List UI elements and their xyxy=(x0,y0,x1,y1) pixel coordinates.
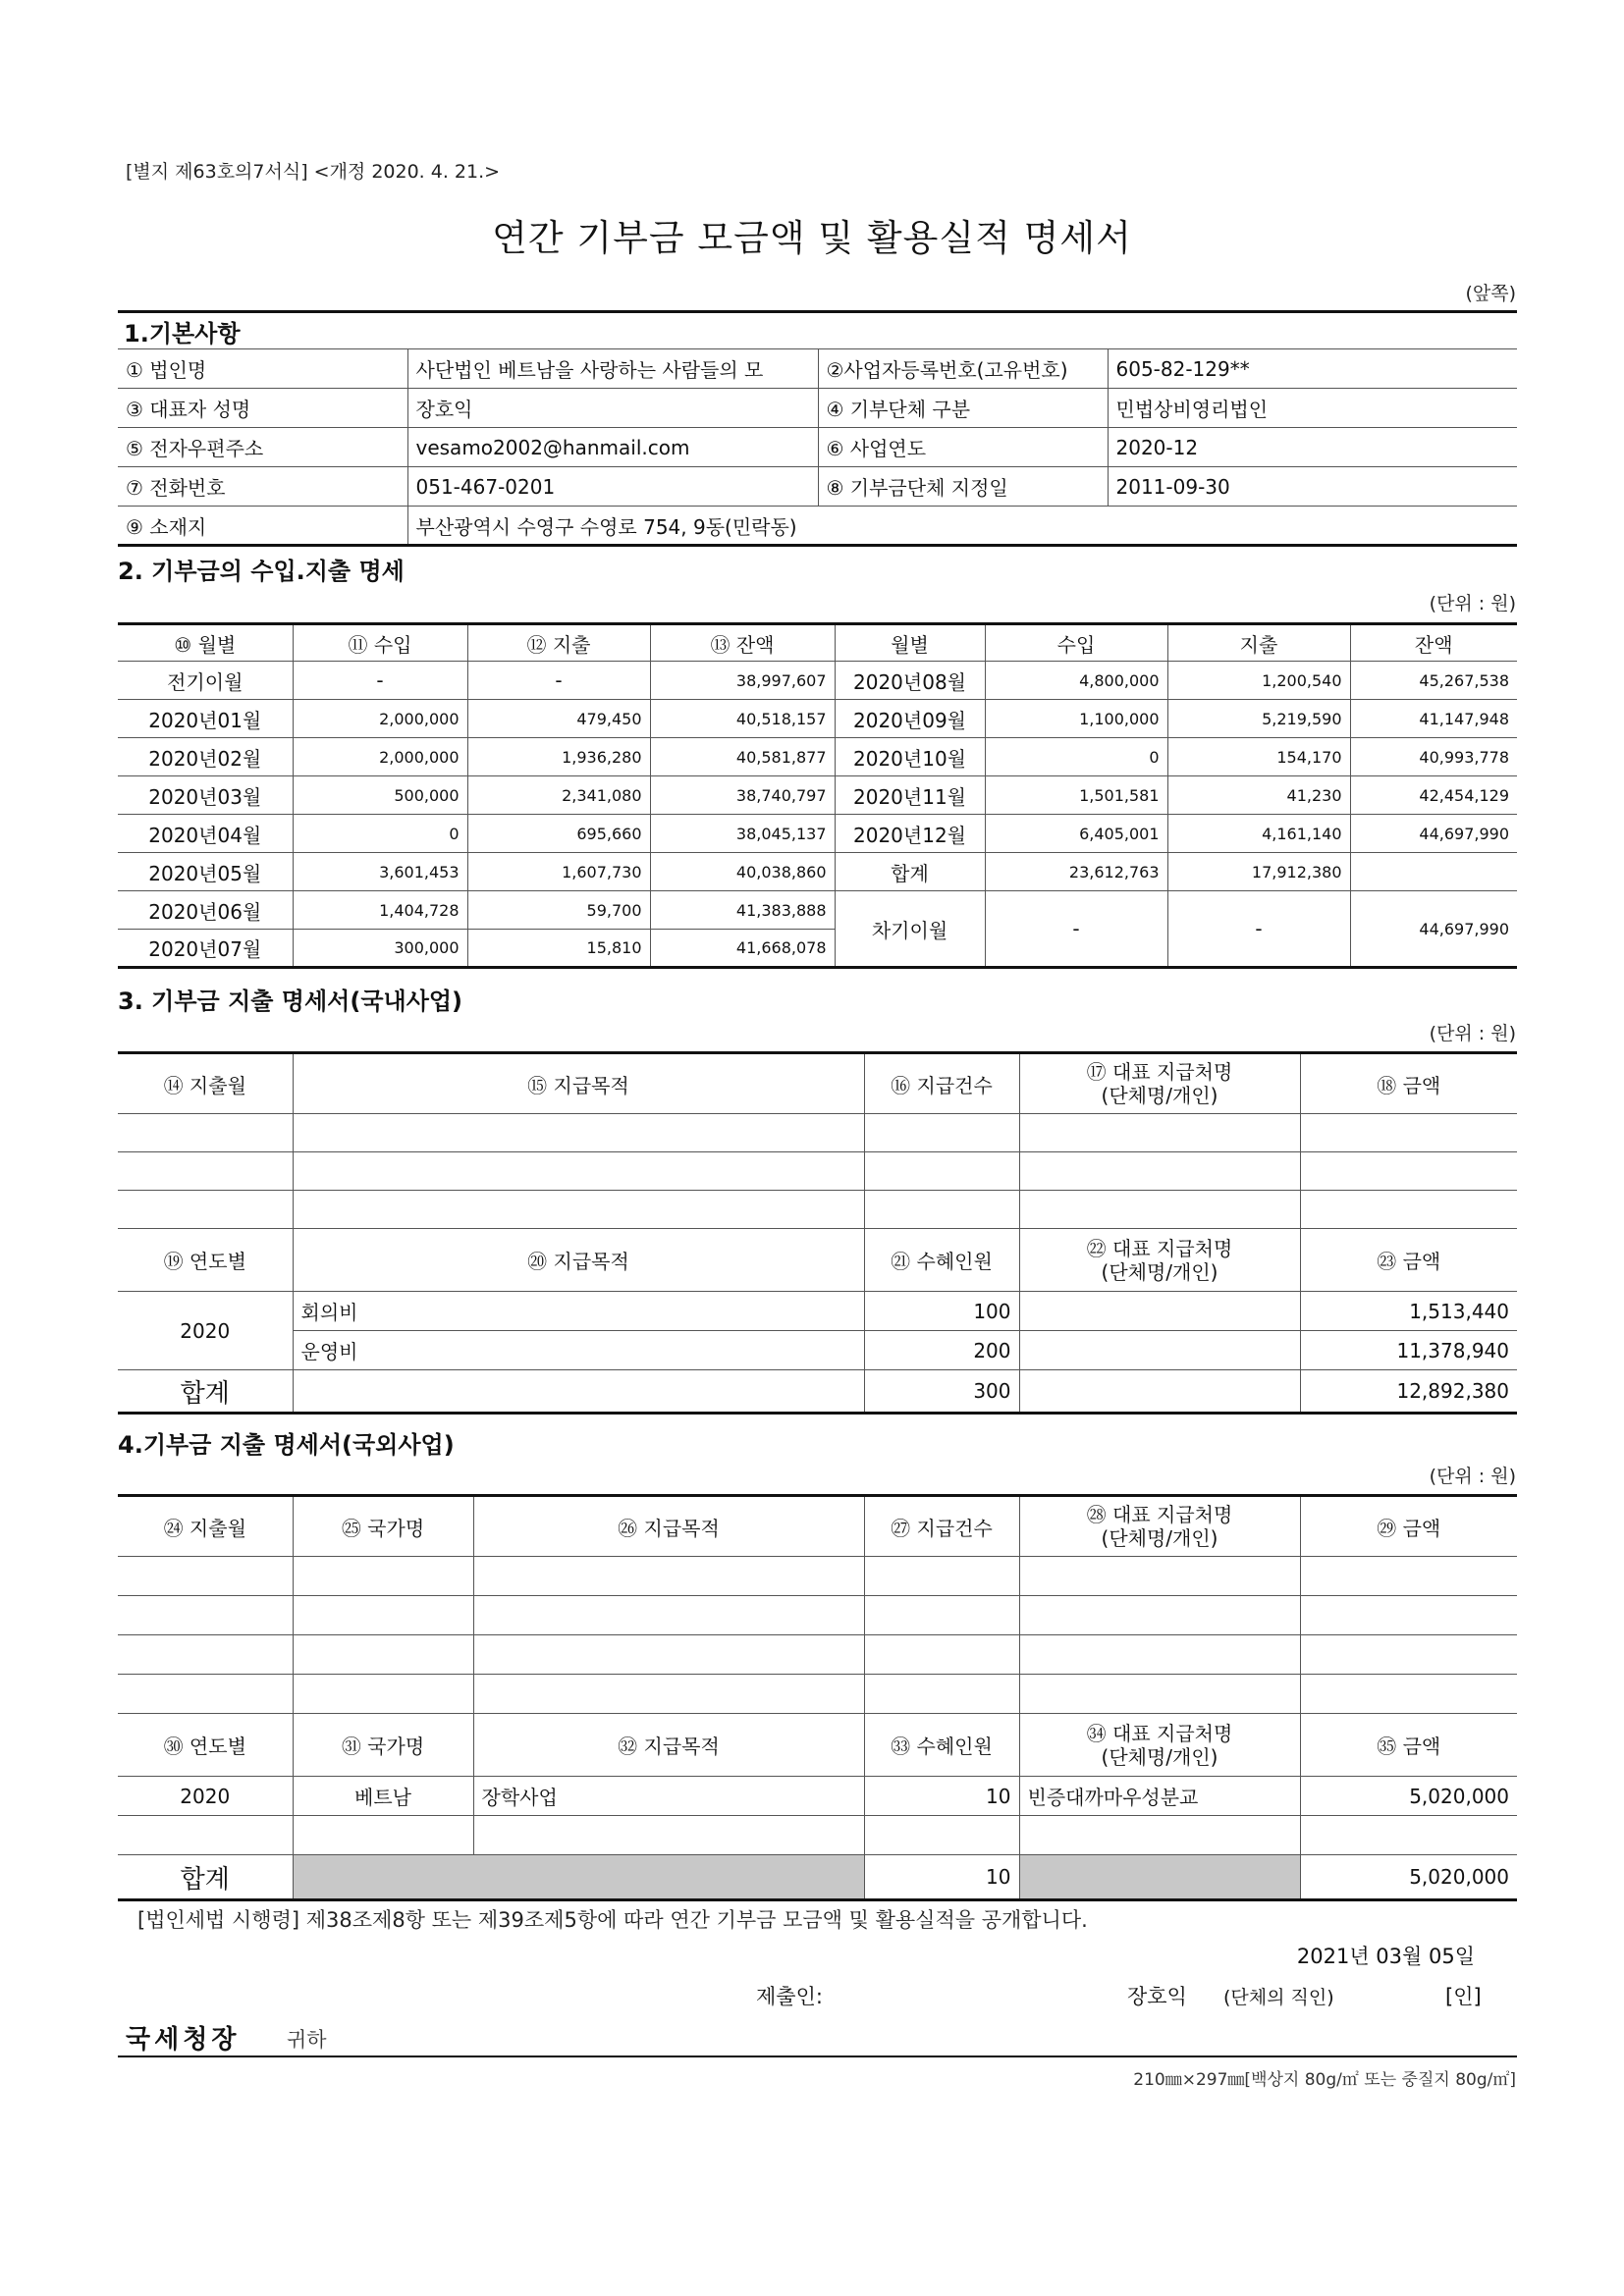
basic-info-table xyxy=(118,310,1517,547)
domestic-total-row xyxy=(118,1370,1517,1414)
right-balance-cell: 40,993,778 xyxy=(1350,738,1517,776)
recipient-suffix: 귀하 xyxy=(287,2028,327,2052)
left-income-cell: 300,000 xyxy=(293,930,467,968)
overseas-total-shaded-cell xyxy=(293,1855,864,1900)
overseas-empty-row xyxy=(118,1635,1517,1675)
overseas-year-header: ㉚ 연도별 xyxy=(118,1714,293,1777)
domestic-year-value: 2020 xyxy=(118,1292,293,1370)
left-expense-cell: - xyxy=(467,662,650,700)
domestic-yearly-purpose-header: ⑳ 지급목적 xyxy=(293,1229,864,1292)
rep-name-label: ③ 대표자 성명 xyxy=(118,389,407,428)
overseas-country-header: ㉕ 국가명 xyxy=(293,1496,473,1557)
income-expense-table xyxy=(118,622,1517,969)
table-row xyxy=(118,738,1517,776)
right-income-cell: 23,612,763 xyxy=(985,853,1167,891)
overseas-expense-table xyxy=(118,1494,1517,1901)
table-row xyxy=(118,662,1517,700)
left-balance-cell: 40,518,157 xyxy=(650,700,835,738)
left-income-cell: 2,000,000 xyxy=(293,700,467,738)
left-balance-cell: 38,997,607 xyxy=(650,662,835,700)
overseas-yearly-country-header: ㉛ 국가명 xyxy=(293,1714,473,1777)
basic-section-title: 1.기본사항 xyxy=(118,312,1517,349)
overseas-count-header: ㉗ 지급건수 xyxy=(864,1496,1019,1557)
left-income-cell: 0 xyxy=(293,815,467,853)
overseas-section-title: 4.기부금 지출 명세서(국외사업) xyxy=(118,1431,455,1459)
org-type-value: 민법상비영리법인 xyxy=(1108,389,1517,428)
designation-date-label: ⑧ 기부금단체 지정일 xyxy=(818,467,1108,507)
table-row xyxy=(118,776,1517,815)
domestic-empty-row xyxy=(118,1191,1517,1229)
left-expense-cell: 2,341,080 xyxy=(467,776,650,815)
overseas-empty-row xyxy=(118,1596,1517,1635)
right-expense-cell: 41,230 xyxy=(1167,776,1350,815)
domestic-purpose-value: 회의비 xyxy=(293,1292,864,1331)
overseas-unit-label: (단위 : 원) xyxy=(1429,1466,1516,1487)
overseas-payee-value: 빈증대까마우성분교 xyxy=(1019,1777,1300,1816)
table-row xyxy=(118,815,1517,853)
overseas-yearly-amount-header: ㉟ 금액 xyxy=(1300,1714,1517,1777)
left-month-header: ⑩ 월별 xyxy=(118,624,293,662)
right-expense-cell: 5,219,590 xyxy=(1167,700,1350,738)
submitter-role: (단체의 직인) xyxy=(1223,1987,1334,2008)
left-balance-cell: 41,383,888 xyxy=(650,891,835,930)
org-type-label: ④ 기부단체 구분 xyxy=(818,389,1108,428)
email-value: vesamo2002@hanmail.com xyxy=(407,428,818,467)
address-label: ⑨ 소재지 xyxy=(118,507,407,546)
domestic-payee-header-line1: ⑰ 대표 지급처명 xyxy=(1086,1060,1233,1084)
table-row xyxy=(118,700,1517,738)
domestic-yearly-amount-header: ㉓ 금액 xyxy=(1300,1229,1517,1292)
left-month-cell: 2020년02월 xyxy=(118,738,293,776)
left-expense-header: ⑫ 지출 xyxy=(467,624,650,662)
overseas-amount-value: 5,020,000 xyxy=(1300,1777,1517,1816)
carry-forward-month: 차기이월 xyxy=(835,891,985,968)
overseas-empty-row xyxy=(118,1557,1517,1596)
overseas-total-label: 합계 xyxy=(118,1855,293,1900)
page-side-label: (앞쪽) xyxy=(1465,283,1516,304)
footer-divider xyxy=(118,2056,1517,2057)
domestic-purpose-value: 운영비 xyxy=(293,1331,864,1370)
left-income-cell: 1,404,728 xyxy=(293,891,467,930)
domestic-empty-row xyxy=(118,1152,1517,1191)
domestic-payee-value xyxy=(1019,1331,1300,1370)
left-balance-cell: 40,038,860 xyxy=(650,853,835,891)
overseas-total-row xyxy=(118,1855,1517,1900)
disclosure-note: [법인세법 시행령] 제38조제8항 또는 제39조제5항에 따라 연간 기부금 모금액 및 활용실적을 공개합니다. xyxy=(137,1908,1088,1932)
carry-forward-balance: 44,697,990 xyxy=(1350,891,1517,968)
left-month-cell: 전기이월 xyxy=(118,662,293,700)
domestic-unit-label: (단위 : 원) xyxy=(1429,1023,1516,1044)
overseas-payee-header xyxy=(1019,1496,1300,1557)
domestic-amount-value: 1,513,440 xyxy=(1300,1292,1517,1331)
designation-date-value: 2011-09-30 xyxy=(1108,467,1517,507)
corp-name-value: 사단법인 베트남을 사랑하는 사람들의 모 xyxy=(407,349,818,389)
overseas-payee-header-line2: (단체명/개인) xyxy=(1101,1526,1218,1550)
left-expense-cell: 15,810 xyxy=(467,930,650,968)
submission-date: 2021년 03월 05일 xyxy=(1296,1945,1475,1968)
domestic-payee-header xyxy=(1019,1053,1300,1114)
biz-no-value: 605-82-129** xyxy=(1108,349,1517,389)
domestic-amount-header: ⑱ 금액 xyxy=(1300,1053,1517,1114)
overseas-total-shaded-cell xyxy=(1019,1855,1300,1900)
right-month-cell: 2020년08월 xyxy=(835,662,985,700)
domestic-yearly-payee-header xyxy=(1019,1229,1300,1292)
domestic-count-header: ⑯ 지급건수 xyxy=(864,1053,1019,1114)
domestic-month-header: ⑭ 지출월 xyxy=(118,1053,293,1114)
overseas-yearly-payee-header-line2: (단체명/개인) xyxy=(1101,1744,1218,1769)
carry-forward-expense: - xyxy=(1167,891,1350,968)
table-row xyxy=(118,1777,1517,1816)
left-balance-cell: 40,581,877 xyxy=(650,738,835,776)
domestic-empty-row xyxy=(118,1114,1517,1152)
left-income-cell: 500,000 xyxy=(293,776,467,815)
table-row xyxy=(118,891,1517,930)
right-income-cell: 1,100,000 xyxy=(985,700,1167,738)
left-month-cell: 2020년05월 xyxy=(118,853,293,891)
right-balance-cell: 44,697,990 xyxy=(1350,815,1517,853)
domestic-section-title: 3. 기부금 지출 명세서(국내사업) xyxy=(118,988,463,1015)
left-balance-cell: 41,668,078 xyxy=(650,930,835,968)
carry-forward-income: - xyxy=(985,891,1167,968)
overseas-purpose-header: ㉖ 지급목적 xyxy=(473,1496,864,1557)
right-balance-cell xyxy=(1350,853,1517,891)
left-balance-cell: 38,045,137 xyxy=(650,815,835,853)
right-balance-cell: 42,454,129 xyxy=(1350,776,1517,815)
domestic-purpose-header: ⑮ 지급목적 xyxy=(293,1053,864,1114)
right-balance-header: 잔액 xyxy=(1350,624,1517,662)
domestic-yearly-payee-header-line1: ㉒ 대표 지급처명 xyxy=(1086,1236,1233,1260)
right-income-cell: 1,501,581 xyxy=(985,776,1167,815)
email-label: ⑤ 전자우편주소 xyxy=(118,428,407,467)
domestic-expense-table xyxy=(118,1051,1517,1415)
income-section-title: 2. 기부금의 수입.지출 명세 xyxy=(118,558,405,585)
overseas-payee-header-line1: ㉘ 대표 지급처명 xyxy=(1086,1503,1233,1526)
address-value: 부산광역시 수영구 수영로 754, 9동(민락동) xyxy=(407,507,1517,546)
table-row xyxy=(118,1331,1517,1370)
overseas-yearly-payee-header xyxy=(1019,1714,1300,1777)
overseas-purpose-value: 장학사업 xyxy=(473,1777,864,1816)
overseas-amount-header: ㉙ 금액 xyxy=(1300,1496,1517,1557)
year-label: ⑥ 사업연도 xyxy=(818,428,1108,467)
recipient: 국세청장 xyxy=(126,2025,241,2055)
right-income-cell: 4,800,000 xyxy=(985,662,1167,700)
domestic-beneficiaries-header: ㉑ 수혜인원 xyxy=(864,1229,1019,1292)
right-balance-cell: 45,267,538 xyxy=(1350,662,1517,700)
domestic-payee-value xyxy=(1019,1292,1300,1331)
left-month-cell: 2020년07월 xyxy=(118,930,293,968)
left-expense-cell: 695,660 xyxy=(467,815,650,853)
right-expense-cell: 4,161,140 xyxy=(1167,815,1350,853)
domestic-count-value: 200 xyxy=(864,1331,1019,1370)
left-income-cell: 3,601,453 xyxy=(293,853,467,891)
right-income-header: 수입 xyxy=(985,624,1167,662)
left-expense-cell: 59,700 xyxy=(467,891,650,930)
left-expense-cell: 479,450 xyxy=(467,700,650,738)
left-month-cell: 2020년03월 xyxy=(118,776,293,815)
overseas-beneficiaries-header: ㉝ 수혜인원 xyxy=(864,1714,1019,1777)
domestic-count-value: 100 xyxy=(864,1292,1019,1331)
corp-name-label: ① 법인명 xyxy=(118,349,407,389)
left-income-cell: 2,000,000 xyxy=(293,738,467,776)
left-expense-cell: 1,607,730 xyxy=(467,853,650,891)
year-value: 2020-12 xyxy=(1108,428,1517,467)
submitter-name: 장호익 xyxy=(1127,1985,1187,2008)
overseas-country-value: 베트남 xyxy=(293,1777,473,1816)
submitter-label: 제출인: xyxy=(756,1985,823,2008)
overseas-count-value: 10 xyxy=(864,1777,1019,1816)
right-month-cell: 2020년11월 xyxy=(835,776,985,815)
overseas-total-count: 10 xyxy=(864,1855,1019,1900)
domestic-year-header: ⑲ 연도별 xyxy=(118,1229,293,1292)
left-income-cell: - xyxy=(293,662,467,700)
right-balance-cell: 41,147,948 xyxy=(1350,700,1517,738)
table-row xyxy=(118,1292,1517,1331)
document-title: 연간 기부금 모금액 및 활용실적 명세서 xyxy=(492,217,1132,259)
income-unit-label: (단위 : 원) xyxy=(1429,593,1516,614)
paper-spec: 210㎜×297㎜[백상지 80g/㎡ 또는 중질지 80g/㎡] xyxy=(1133,2070,1516,2090)
right-month-cell: 2020년10월 xyxy=(835,738,985,776)
right-month-cell: 합계 xyxy=(835,853,985,891)
left-month-cell: 2020년04월 xyxy=(118,815,293,853)
right-expense-cell: 17,912,380 xyxy=(1167,853,1350,891)
left-month-cell: 2020년06월 xyxy=(118,891,293,930)
domestic-payee-header-line2: (단체명/개인) xyxy=(1101,1084,1218,1107)
right-month-cell: 2020년12월 xyxy=(835,815,985,853)
biz-no-label: ②사업자등록번호(고유번호) xyxy=(818,349,1108,389)
domestic-amount-value: 11,378,940 xyxy=(1300,1331,1517,1370)
left-month-cell: 2020년01월 xyxy=(118,700,293,738)
overseas-month-header: ㉔ 지출월 xyxy=(118,1496,293,1557)
overseas-yearly-purpose-header: ㉜ 지급목적 xyxy=(473,1714,864,1777)
domestic-total-count: 300 xyxy=(864,1370,1019,1414)
right-expense-header: 지출 xyxy=(1167,624,1350,662)
right-income-cell: 6,405,001 xyxy=(985,815,1167,853)
overseas-total-amount: 5,020,000 xyxy=(1300,1855,1517,1900)
overseas-year-value: 2020 xyxy=(118,1777,293,1816)
left-balance-cell: 38,740,797 xyxy=(650,776,835,815)
domestic-total-label: 합계 xyxy=(118,1370,293,1414)
right-expense-cell: 154,170 xyxy=(1167,738,1350,776)
right-expense-cell: 1,200,540 xyxy=(1167,662,1350,700)
phone-label: ⑦ 전화번호 xyxy=(118,467,407,507)
overseas-yearly-payee-header-line1: ㉞ 대표 지급처명 xyxy=(1086,1721,1233,1745)
rep-name-value: 장호익 xyxy=(407,389,818,428)
left-income-header: ⑪ 수입 xyxy=(293,624,467,662)
right-month-cell: 2020년09월 xyxy=(835,700,985,738)
left-balance-header: ⑬ 잔액 xyxy=(650,624,835,662)
form-reference: [별지 제63호의7서식] <개정 2020. 4. 21.> xyxy=(126,161,501,183)
right-income-cell: 0 xyxy=(985,738,1167,776)
seal-mark: [인] xyxy=(1445,1985,1482,2008)
domestic-yearly-payee-header-line2: (단체명/개인) xyxy=(1101,1259,1218,1284)
domestic-total-amount: 12,892,380 xyxy=(1300,1370,1517,1414)
overseas-empty-row xyxy=(118,1816,1517,1855)
phone-value: 051-467-0201 xyxy=(407,467,818,507)
table-row xyxy=(118,853,1517,891)
overseas-empty-row xyxy=(118,1675,1517,1714)
right-month-header: 월별 xyxy=(835,624,985,662)
left-expense-cell: 1,936,280 xyxy=(467,738,650,776)
